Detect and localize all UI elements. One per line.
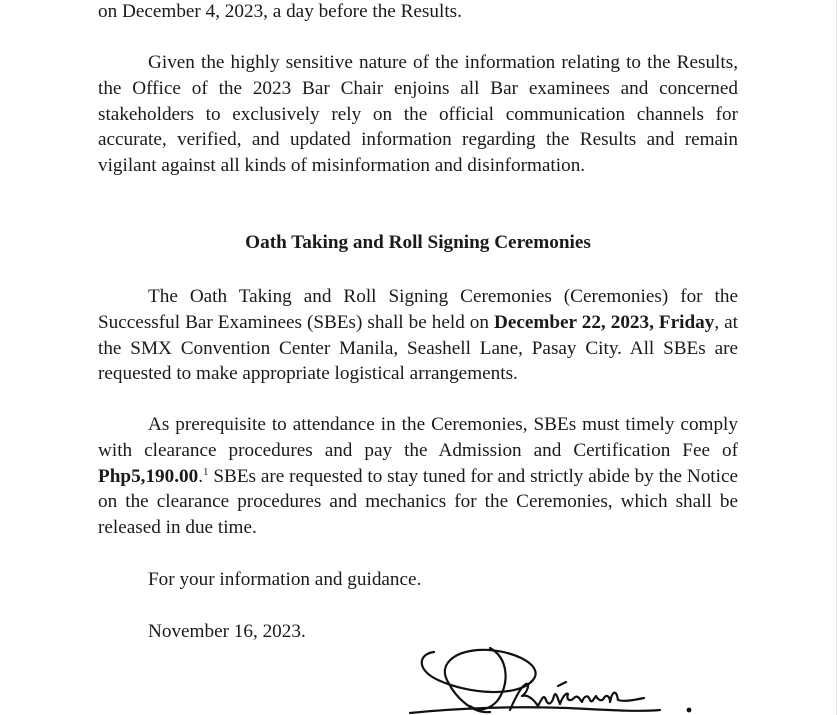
date-text: November 16, 2023. [148, 621, 306, 642]
signature-dot [687, 708, 692, 713]
signature-underline-stroke [410, 707, 660, 713]
signature-loop-stroke [470, 648, 506, 709]
paragraph-text: The Oath Taking and Roll Signing Ceremonies (Ceremonies) for the Successful Bar Examinees (SBEs) shall be held on [98, 286, 738, 333]
signature-name-stroke [558, 682, 566, 686]
signature-loop-stroke [422, 650, 536, 712]
paragraph-text: For your information and guidance. [148, 569, 422, 590]
paragraph-results-date [98, 0, 738, 25]
period: . [198, 465, 204, 487]
paragraph-clearance-fee [98, 412, 738, 541]
fee-amount: Php5,190.00 [98, 465, 199, 487]
footnote-reference[interactable]: 1 [203, 465, 209, 478]
section-heading: Oath Taking and Roll Signing Ceremonies [245, 232, 591, 253]
paragraph-closing [148, 567, 738, 593]
paragraph-text: , at the SMX Convention Center Manila, Seashell Lane, Pasay City. All SBEs are requested to make appropriate logistical arrangements. [98, 311, 738, 385]
paragraph-text: SBEs are requested to stay tuned for and strictly abide by the Notice on the clearance procedures and mechanics for the Ceremonies, which shall be released in due time. [98, 465, 738, 539]
signature-icon [398, 640, 698, 715]
paragraph-ceremony-schedule [98, 284, 738, 387]
paragraph-text: on December 4, 2023, a day before the Results. [98, 1, 462, 22]
paragraph-text: As prerequisite to attendance in the Ceremonies, SBEs must timely comply with clearance procedures and pay the Admission and Certification Fee of [98, 414, 738, 461]
signature-name-stroke [510, 684, 644, 710]
ceremony-date: December 22, 2023, Friday [493, 311, 715, 333]
paragraph-official-channels [98, 50, 738, 179]
paragraph-text: Given the highly sensitive nature of the information relating to the Results, the Office of the 2023 Bar Chair enjoins all Bar examinees and concerned stakeholders to exclusively rely on the official communication channels for accurate, verified, and updated information regarding the Results and remain vigilant against all kinds of misinformation and disinformation. [98, 52, 738, 177]
